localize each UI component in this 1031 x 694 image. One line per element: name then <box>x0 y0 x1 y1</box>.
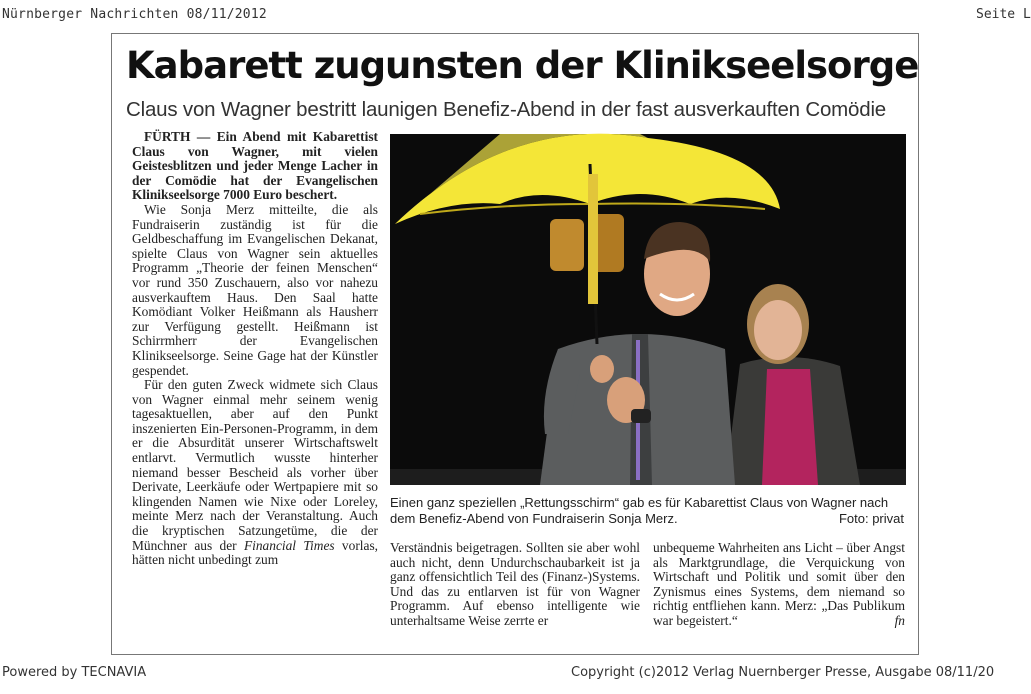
article-column-1 <box>132 130 378 568</box>
article-column-2 <box>390 541 640 629</box>
article-subhead: Claus von Wagner bestritt launigen Benefiz-Abend in der fast ausverkauften Comödie <box>126 98 886 121</box>
article-paragraph-4: unbequeme Wahrheiten ans Licht – über Angst als Marktgrundlage, die Verquickung von Wirtschaft und Politik und somit über den Zynismus eines Systems, dem niemand so richtig entfliehen kann. Merz: „Das Publikum war begeistert.“ fn <box>653 540 905 628</box>
newspaper-name: Financial Times <box>243 537 335 553</box>
photo-caption: Einen ganz speziellen „Rettungsschirm“ gab es für Kabarettist Claus von Wagner nach dem Benefiz-Abend von Fundraiserin Sonja Merz. Foto: privat <box>390 495 904 526</box>
article-paragraph-3: Verständnis beigetragen. Sollten sie aber wohl auch nicht, denn Undurchschaubarkeit ist ja ganz offensichtlich Teil des (Finanz-)Systems. Und das zu entlarven ist für von Wagner Programm. Auf ebenso intelligente wie unterhaltsame Weise zerrte er <box>390 540 640 628</box>
author-signature: fn <box>894 612 905 628</box>
article-lead: FÜRTH — Ein Abend mit Kabarettist Claus von Wagner, mit vielen Geistesblitzen und jeder Menge Lacher in der Comödie hat der Evangelischen Klinikseelsorge 7000 Euro beschert. <box>132 129 378 203</box>
article-photo <box>390 134 906 485</box>
article-paragraph-2: Für den guten Zweck widmete sich Claus von Wagner einmal mehr seinem wenig tagesaktuellen, aber auf den Punkt inszenierten Ein-Personen-Programm, in dem er die Absurdität unserer Wirtschaftswelt entlarvt. Vermutlich wusste hinterher niemand besser Bescheid als vorher über Derivate, Leerkäufe oder Wertpapiere mit so klingenden Namen wie Nixe oder Loreley, meinte Merz nach der Veranstaltung. Auch die kryptischen Satzungetüme, die der Münchner aus der Financial Times vorlas, hätten nicht unbedingt zum <box>132 377 379 568</box>
article-column-3 <box>653 541 905 629</box>
page-label: Seite L <box>976 7 1031 22</box>
source-header: Nürnberger Nachrichten 08/11/2012 <box>2 7 267 22</box>
article-paragraph-1: Wie Sonja Merz mitteilte, die als Fundraiserin zuständig ist für die Geldbeschaffung im Evangelischen Dekanat, spielte Claus von Wagner sein aktuelles Programm „Theorie der feinen Menschen“ vor rund 350 Zuschauern, also vor nahezu ausverkauftem Haus. Den Saal hatte Komödiant Volker Heißmann als Hausherr zur Verfügung gestellt. Heißmann ist Schirrmherr der Evangelischen Klinikseelsorge. Seine Gage hat der Künstler gespendet. <box>132 201 378 378</box>
copyright-notice: Copyright (c)2012 Verlag Nuernberger Presse, Ausgabe 08/11/20 <box>571 665 995 680</box>
article-headline: Kabarett zugunsten der Klinikseelsorge <box>126 44 919 87</box>
newspaper-clipping <box>111 33 919 655</box>
powered-by: Powered by TECNAVIA <box>2 665 147 680</box>
photo-credit: Foto: privat <box>838 510 904 526</box>
